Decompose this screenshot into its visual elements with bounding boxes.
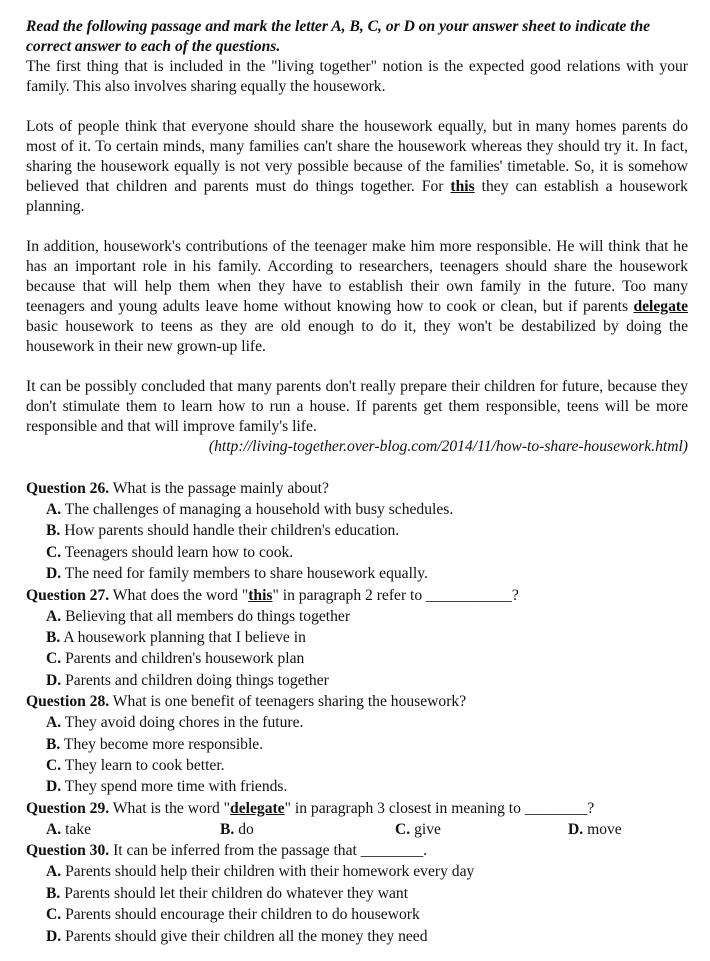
- p2-text-after: they can establish a housework planning.: [26, 178, 688, 215]
- option-text: A housework planning that I believe in: [60, 629, 306, 647]
- question-text-before: What is the word ": [109, 799, 231, 817]
- option-26-a[interactable]: [26, 499, 688, 520]
- question-label: Question 29.: [26, 799, 110, 817]
- option-text: They learn to cook better.: [61, 757, 225, 775]
- option-letter: A.: [46, 863, 62, 881]
- option-letter: C.: [46, 757, 62, 775]
- paragraph-gap: [26, 457, 688, 478]
- option-text: Parents should help their children with their homework every day: [61, 863, 475, 881]
- option-30-d[interactable]: [26, 926, 688, 947]
- question-30: [26, 841, 688, 861]
- option-letter: C.: [46, 543, 62, 561]
- passage-paragraph-2: [26, 117, 688, 217]
- question-28: [26, 692, 688, 712]
- option-letter: D.: [46, 927, 62, 945]
- p3-text-after: basic housework to teens as they are old enough to do it, they won't be destabilized by doing the housework in their new grown-up life.: [26, 318, 688, 355]
- option-letter: A.: [46, 820, 62, 838]
- option-30-b[interactable]: [26, 883, 688, 904]
- passage-paragraph-3: [26, 237, 688, 357]
- question-keyword: delegate: [230, 799, 285, 817]
- option-text: They avoid doing chores in the future.: [61, 714, 304, 732]
- option-text: The need for family members to share housework equally.: [61, 565, 428, 583]
- option-text: How parents should handle their children's education.: [60, 522, 400, 540]
- option-letter: D.: [46, 565, 62, 583]
- option-letter: D.: [46, 778, 62, 796]
- exam-page: [26, 17, 688, 947]
- option-27-c[interactable]: [26, 648, 688, 669]
- question-label: Question 27.: [26, 586, 110, 604]
- question-text-after: " in paragraph 2 refer to ___________?: [272, 586, 519, 604]
- option-letter: D.: [46, 671, 62, 689]
- passage-paragraph-1: The first thing that is included in the "living together" notion is the expected good relations with your family. This also involves sharing equally the housework.: [26, 58, 688, 95]
- option-text: Parents should encourage their children to do housework: [61, 906, 420, 924]
- option-letter: B.: [46, 884, 61, 902]
- option-29-b[interactable]: [220, 819, 395, 840]
- option-text: Believing that all members do things together: [61, 607, 351, 625]
- option-text: Parents and children doing things together: [61, 671, 329, 689]
- option-30-c[interactable]: [26, 904, 688, 925]
- option-28-a[interactable]: [26, 712, 688, 733]
- option-26-c[interactable]: [26, 542, 688, 563]
- option-letter: B.: [220, 820, 235, 838]
- question-text-before: What does the word ": [109, 586, 249, 604]
- instruction-text: Read the following passage and mark the letter A, B, C, or D on your answer sheet to indicate the correct answer to each of the questions.: [26, 18, 651, 55]
- option-letter: B.: [46, 522, 61, 540]
- option-letter: C.: [395, 820, 411, 838]
- option-29-c[interactable]: [395, 819, 568, 840]
- option-29-d[interactable]: [568, 819, 622, 840]
- question-text-after: " in paragraph 3 closest in meaning to ________?: [284, 799, 595, 817]
- question-26: [26, 479, 688, 499]
- option-30-a[interactable]: [26, 861, 688, 882]
- option-text: give: [410, 820, 441, 838]
- question-label: Question 30.: [26, 842, 110, 860]
- option-letter: C.: [46, 906, 62, 924]
- option-letter: C.: [46, 650, 62, 668]
- option-letter: D.: [568, 820, 584, 838]
- option-26-d[interactable]: [26, 563, 688, 584]
- question-27: [26, 586, 688, 606]
- p2-keyword-this: this: [450, 178, 475, 195]
- question-text: What is one benefit of teenagers sharing the housework?: [109, 693, 467, 711]
- paragraph-gap: [26, 217, 688, 237]
- option-letter: A.: [46, 607, 62, 625]
- option-text: Teenagers should learn how to cook.: [61, 543, 294, 561]
- p2-text-before: Lots of people think that everyone should share the housework equally, but in many homes parents do most of it. To certain minds, many families can't share the housework whereas they should try it. In fact, sharing the housework equally is not very possible because of the families' timetable. So, it is somehow believed that children and parents must do things together. For: [26, 118, 688, 195]
- option-text: Parents should let their children do whatever they want: [60, 884, 409, 902]
- option-28-d[interactable]: [26, 776, 688, 797]
- option-text: Parents and children's housework plan: [61, 650, 305, 668]
- option-letter: A.: [46, 501, 62, 518]
- passage-paragraph-4: It can be possibly concluded that many parents don't really prepare their children for future, because they don't stimulate them to learn how to run a house. If parents get them responsible, teens will be more responsible and that will improve family's life.: [26, 378, 688, 435]
- question-label: Question 28.: [26, 693, 110, 711]
- option-text: do: [234, 820, 254, 838]
- paragraph-gap: [26, 357, 688, 377]
- option-letter: A.: [46, 714, 62, 732]
- option-27-b[interactable]: [26, 627, 688, 648]
- option-letter: B.: [46, 735, 61, 753]
- question-label: Question 26.: [26, 480, 110, 497]
- option-28-b[interactable]: [26, 734, 688, 755]
- p3-keyword-delegate: delegate: [633, 298, 688, 315]
- question-29: [26, 799, 688, 819]
- paragraph-gap: [26, 97, 688, 117]
- option-letter: B.: [46, 629, 61, 647]
- option-26-b[interactable]: [26, 520, 688, 541]
- question-text: What is the passage mainly about?: [109, 480, 329, 497]
- option-text: move: [583, 820, 622, 838]
- option-text: Parents should give their children all the money they need: [61, 927, 428, 945]
- p3-text-before: In addition, housework's contributions of the teenager make him more responsible. He will think that he has an important role in his family. According to researchers, teenagers should share the housework because that will help them when they have to establish their own family in the future. Too many teenagers and young adults leave home without knowing how to cook or clean, but if parents: [26, 238, 688, 315]
- option-text: The challenges of managing a household with busy schedules.: [61, 501, 454, 518]
- option-27-a[interactable]: [26, 606, 688, 627]
- option-27-d[interactable]: [26, 670, 688, 691]
- question-text: It can be inferred from the passage that ________.: [109, 842, 428, 860]
- option-text: They become more responsible.: [60, 735, 264, 753]
- source-citation: (http://living-together.over-blog.com/2014/11/how-to-share-housework.html): [208, 438, 688, 455]
- question-keyword: this: [248, 586, 273, 604]
- options-row-29: [26, 819, 688, 840]
- option-text: They spend more time with friends.: [61, 778, 288, 796]
- option-28-c[interactable]: [26, 755, 688, 776]
- option-text: take: [61, 820, 92, 838]
- option-29-a[interactable]: [46, 819, 220, 840]
